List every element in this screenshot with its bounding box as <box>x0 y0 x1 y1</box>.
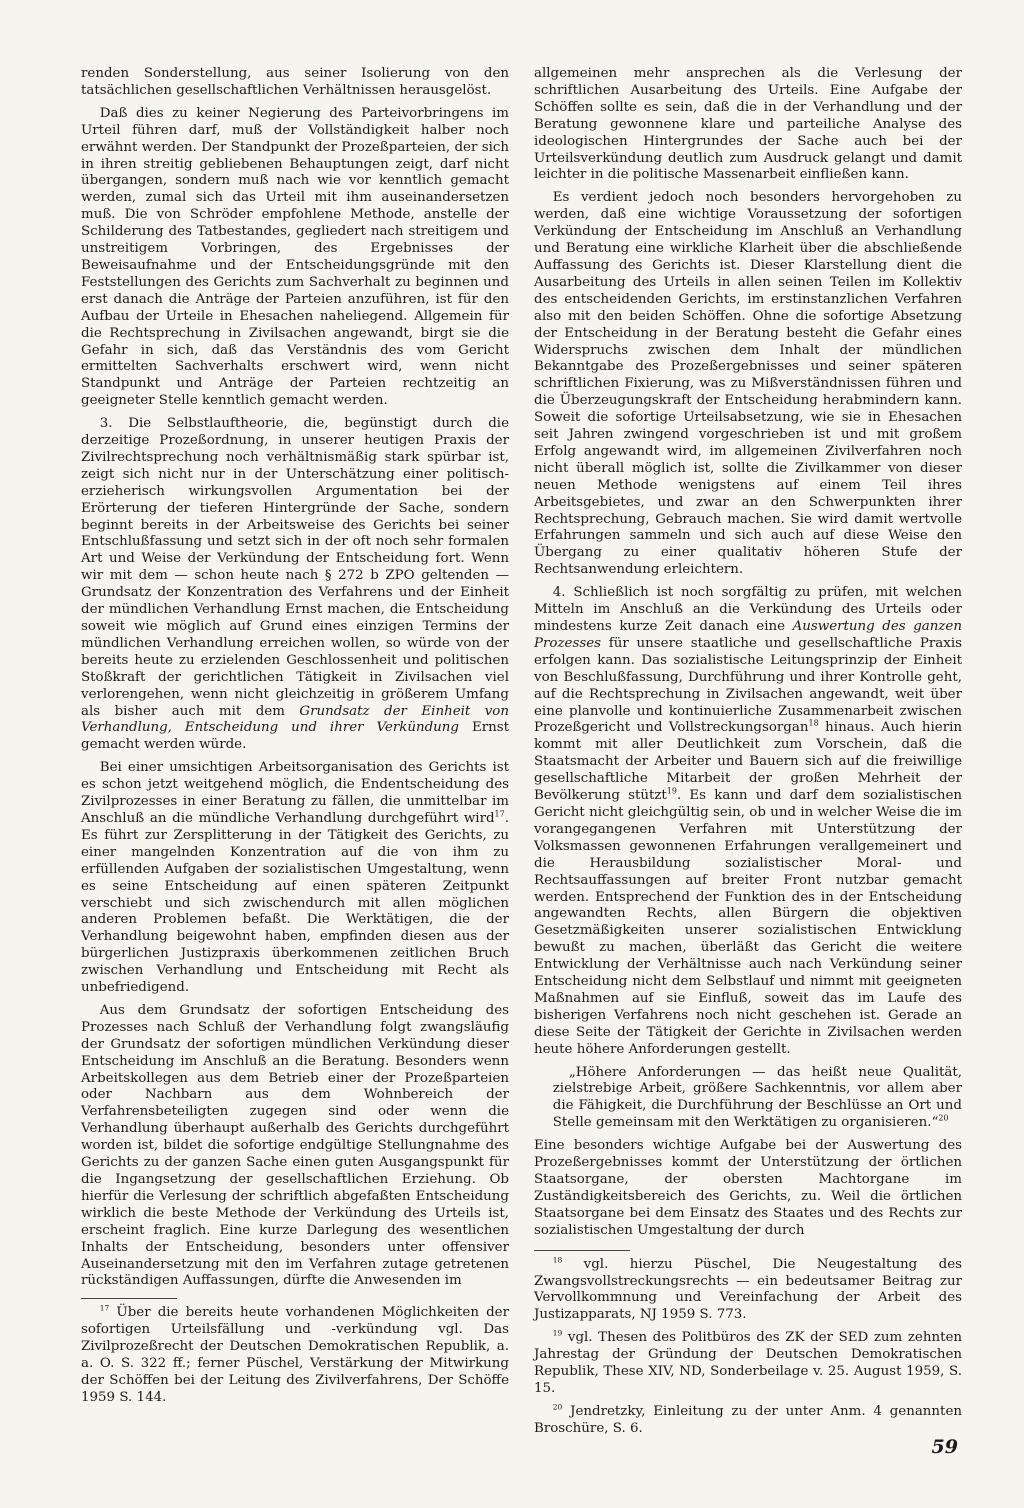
body-paragraph: Aus dem Grundsatz der sofortigen Entscheidung des Prozesses nach Schluß der Verhandlung folgt zwangsläufig der Grundsatz der sofortigen mündlichen Verkündung dieser Entscheidung im Anschluß an die Beratung. Besonders wenn Arbeitskollegen aus dem Betrieb einer der Prozeßparteien oder Nachbarn aus dem Wohnbereich der Verfahrensbeteiligten zugegen sind oder wenn die Verhandlung überhaupt außerhalb des Gerichts durchgeführt worden ist, bildet die sofortige endgültige Stellungnahme des Gerichts zu der ganzen Sache einen guten Ausgangspunkt für die Ingangsetzung der gesellschaftlichen Erziehung. Ob hierfür die Verlesung der schriftlich abgefaßten Entscheidung wirklich die beste Methode der Verkündung des Urteils ist, erscheint fraglich. Eine kurze Darlegung des wesentlichen Inhalts der Entscheidung, besonders unter offensiver Auseinandersetzung mit den im Verfahren zutage getretenen rückständigen Auffassungen, dürfte die Anwesenden im <box>81 1002 509 1289</box>
footnote: $^{19}$ vgl. Thesen des Politbüros des ZK der SED zum zehnten Jahrestag der Gründung der Deutschen Demokratischen Republik, These XIV, ND, Sonderbeilage v. 25. August 1959, S. 15. <box>534 1328 962 1396</box>
body-paragraph: Eine besonders wichtige Aufgabe bei der Auswertung des Prozeßergebnisses kommt der Unterstützung der örtlichen Staatsorgane, der obersten Machtorgane im Zuständigkeitsbereich des Gerichts, zu. Weil die örtlichen Staatsorgane bei dem Einsatz des Staates und des Rechts zur sozialistischen Umgestaltung der durch <box>534 1138 962 1238</box>
body-paragraph: Daß dies zu keiner Negierung des Parteivorbringens im Urteil führen darf, muß der Vollständigkeit halber noch erwähnt werden. Der Standpunkt der Prozeßparteien, der sich in ihren streitig gebliebenen Behauptungen zeigt, darf nicht übergangen, sondern muß nach wie vor kenntlich gemacht werden, zumal sich das Urteil mit ihm auseinandersetzen muß. Die von Schröder empfohlene Methode, anstelle der Schilderung des Tatbestandes, gegliedert nach streitigem und unstreitigem Vorbringen, des Ergebnisses der Beweisaufnahme und der Entscheidungsgründe mit den Feststellungen des Gerichts zum Sachverhalt zu beginnen und erst danach die Anträge der Parteien anzuführen, ist für den Aufbau der Urteile in Ehesachen naheliegend. Allgemein für die Rechtsprechung in Zivilsachen angewandt, birgt sie die Gefahr in sich, daß das Verständnis des vom Gericht ermittelten Sachverhalts erschwert wird, wenn nicht Standpunkt und Anträge der Parteien rechtzeitig an geeigneter Stelle kenntlich gemacht werden. <box>81 105 509 409</box>
body-paragraph: 3. Die Selbstlauftheorie, die, begünstigt durch die derzeitige Prozeßordnung, in unserer heutigen Praxis der Zivilrechtsprechung noch verhältnismäßig stark spürbar ist, zeigt sich nicht nur in der Unterschätzung einer politisch-erzieherisch wirkungsvollen Argumentation bei der Erörterung der tieferen Hintergründe der Sache, sondern beginnt bereits in der Arbeitsweise des Gerichts bei seiner Entschlußfassung und setzt sich in der oft noch sehr formalen Art und Weise der Verkündung der Entscheidung fort. Wenn wir mit dem — schon heute nach § 272 b ZPO geltenden — Grundsatz der Konzentration des Verfahrens und der Einheit der mündlichen Verhandlung Ernst machen, die Entscheidung soweit wie möglich auf Grund eines einzigen Termins der mündlichen Verhandlung erreichen wollen, so würde von der bereits heute zu erzielenden Geschlossenheit und politischen Stoßkraft der gerichtlichen Tätigkeit in Zivilsachen viel verlorengehen, wenn nicht gleichzeitig in größerem Umfang als bisher auch mit dem Grundsatz der Einheit von Verhandlung, Entscheidung und ihrer Verkündung Ernst gemacht werden würde. <box>81 416 510 753</box>
left-body <box>81 66 509 1290</box>
right-footnotes <box>534 1257 962 1438</box>
footnote: $^{18}$ vgl. hierzu Püschel, Die Neugestaltung des Zwangsvollstreckungsrechts — ein bedeutsamer Beitrag zur Vervollkommnung und Vereinfachung der Arbeit des Justizapparats, NJ 1959 S. 773. <box>534 1255 962 1323</box>
footnote-rule <box>534 1250 630 1251</box>
body-paragraph: renden Sonderstellung, aus seiner Isolierung von den tatsächlichen gesellschaftlichen Verhältnissen herausgelöst. <box>81 66 509 98</box>
left-column <box>81 66 509 1413</box>
body-paragraph: 4. Schließlich ist noch sorgfältig zu prüfen, mit welchen Mitteln im Anschluß an die Verkündung des Urteils oder mindestens kurze Zeit danach eine Auswertung des ganzen Prozesses für unsere staatliche und gesellschaftliche Praxis erfolgen kann. Das sozialistische Leitungsprinzip der Einheit von Beschlußfassung, Durchführung und ihrer Kontrolle geht, auf die Rechtsprechung in Zivilsachen angewandt, weit über eine planvolle und kontinuierliche Zusammenarbeit zwischen Prozeßgericht und Vollstreckungsorgan$^{18}$ hinaus. Auch hierin kommt mit aller Deutlichkeit zum Vorschein, daß die Staatsmacht der Arbeiter und Bauern sich auf die freiwillige gesellschaftliche Mitarbeit der großen Mehrheit der Bevölkerung stützt$^{19}$. Es kann und darf dem sozialistischen Gericht nicht gleichgültig sein, ob und in welcher Weise die im vorangegangenen Verfahren mit Unterstützung der Volksmassen gewonnenen Erfahrungen verallgemeinert und die Herausbildung sozialistischer Moral- und Rechtsauffassungen auf breiter Front nutzbar gemacht werden. Entsprechend der Funktion des in der Entscheidung angewandten Rechts, allen Bürgern die objektiven Gesetzmäßigkeiten unserer sozialistischen Entwicklung bewußt zu machen, überläßt das Gericht die weitere Entwicklung der Verhältnisse auch nach Verkündung seiner Entscheidung nicht dem Selbstlauf und nimmt mit geeigneten Maßnahmen auf sie Einfluß, soweit das im Laufe des bisherigen Verfahrens noch nicht geschehen ist. Gerade an diese Seite der Tätigkeit der Gerichte in Zivilsachen werden heute höhere Anforderungen gestellt. <box>534 585 963 1057</box>
footnote: $^{20}$ Jendretzky, Einleitung zu der unter Anm. 4 genannten Broschüre, S. 6. <box>534 1402 962 1436</box>
body-paragraph: „Höhere Anforderungen — das heißt neue Qualität, zielstrebige Arbeit, größere Sachkenntnis, vor allem aber die Fähigkeit, die Durchführung der Beschlüsse an Ort und Stelle gemeinsam mit den Werktätigen zu organisieren.“$^{20}$ <box>552 1064 962 1131</box>
body-paragraph: Bei einer umsichtigen Arbeitsorganisation des Gerichts ist es schon jetzt weitgehend möglich, die Endentscheidung des Zivilprozesses in einer Beratung zu fällen, die unmittelbar im Anschluß an die mündliche Verhandlung durchgeführt wird$^{17}$. Es führt zur Zersplitterung in der Tätigkeit des Gerichts, zu einer mangelnden Konzentration auf die von ihm zu erfüllenden Aufgaben der sozialistischen Umgestaltung, wenn es seine Entscheidung auf einen späteren Zeitpunkt verschiebt und sich zwischendurch mit allen möglichen anderen Problemen befaßt. Die Werktätigen, die der Verhandlung beigewohnt haben, empfinden diesen aus der bürgerlichen Justizpraxis überkommenen zeitlichen Bruch zwischen Verhandlung und Entscheidung mit Recht als unbefriedigend. <box>81 760 509 996</box>
body-paragraph: allgemeinen mehr ansprechen als die Verlesung der schriftlichen Ausarbeitung des Urteils. Eine Aufgabe der Schöffen sollte es sein, daß die in der Verhandlung und der Beratung gewonnene klare und parteiliche Analyse des ideologischen Hintergrundes der Sache auch bei der Urteilsverkündung deutlich zum Ausdruck gelangt und damit leichter in die politische Massenarbeit einfließen kann. <box>534 66 962 183</box>
right-body <box>534 66 962 1240</box>
page-number: 59 <box>931 1436 958 1458</box>
left-footnotes <box>81 1305 509 1406</box>
right-column <box>534 66 962 1444</box>
body-paragraph: Es verdient jedoch noch besonders hervorgehoben zu werden, daß eine wichtige Voraussetzung der sofortigen Verkündung der Entscheidung im Anschluß an Verhandlung und Beratung eine wirkliche Klarheit über die abschließende Auffassung des Gerichts ist. Dieser Klarstellung dient die Ausarbeitung des Urteils in allen seinen Teilen im Kollektiv des entscheidenden Gerichts, im erstinstanzlichen Verfahren also mit den beiden Schöffen. Ohne die sofortige Absetzung der Entscheidung in der Beratung besteht die Gefahr eines Widerspruchs zwischen dem Inhalt der mündlichen Bekanntgabe des Prozeßergebnisses und seiner späteren schriftlichen Fixierung, was zu Mißverständnissen führen und die Überzeugungskraft der Entscheidung herabmindern kann. Soweit die sofortige Urteilsabsetzung, wie sie in Ehesachen seit Jahren zwingend vorgeschrieben ist und mit großem Erfolg angewandt wird, im allgemeinen Zivilverfahren noch nicht überall möglich ist, sollte die Zivilkammer von dieser neuen Methode wenigstens auf einem Teil ihres Arbeitsgebietes, und zwar an den Schwerpunkten ihrer Rechtsprechung, Gebrauch machen. Sie wird damit wertvolle Erfahrungen sammeln und sich auch auf diese Weise den Übergang zu einer qualitativ höheren Stufe der Rechtsanwendung erleichtern. <box>534 190 962 578</box>
footnote: $^{17}$ Über die bereits heute vorhandenen Möglichkeiten der sofortigen Urteilsfällung und -verkündung vgl. Das Zivilprozeßrecht der Deutschen Demokratischen Republik, a. a. O. S. 322 ff.; ferner Püschel, Verstärkung der Mitwirkung der Schöffen bei der Leitung des Zivilverfahrens, Der Schöffe 1959 S. 144. <box>81 1303 509 1405</box>
footnote-rule <box>81 1298 177 1299</box>
